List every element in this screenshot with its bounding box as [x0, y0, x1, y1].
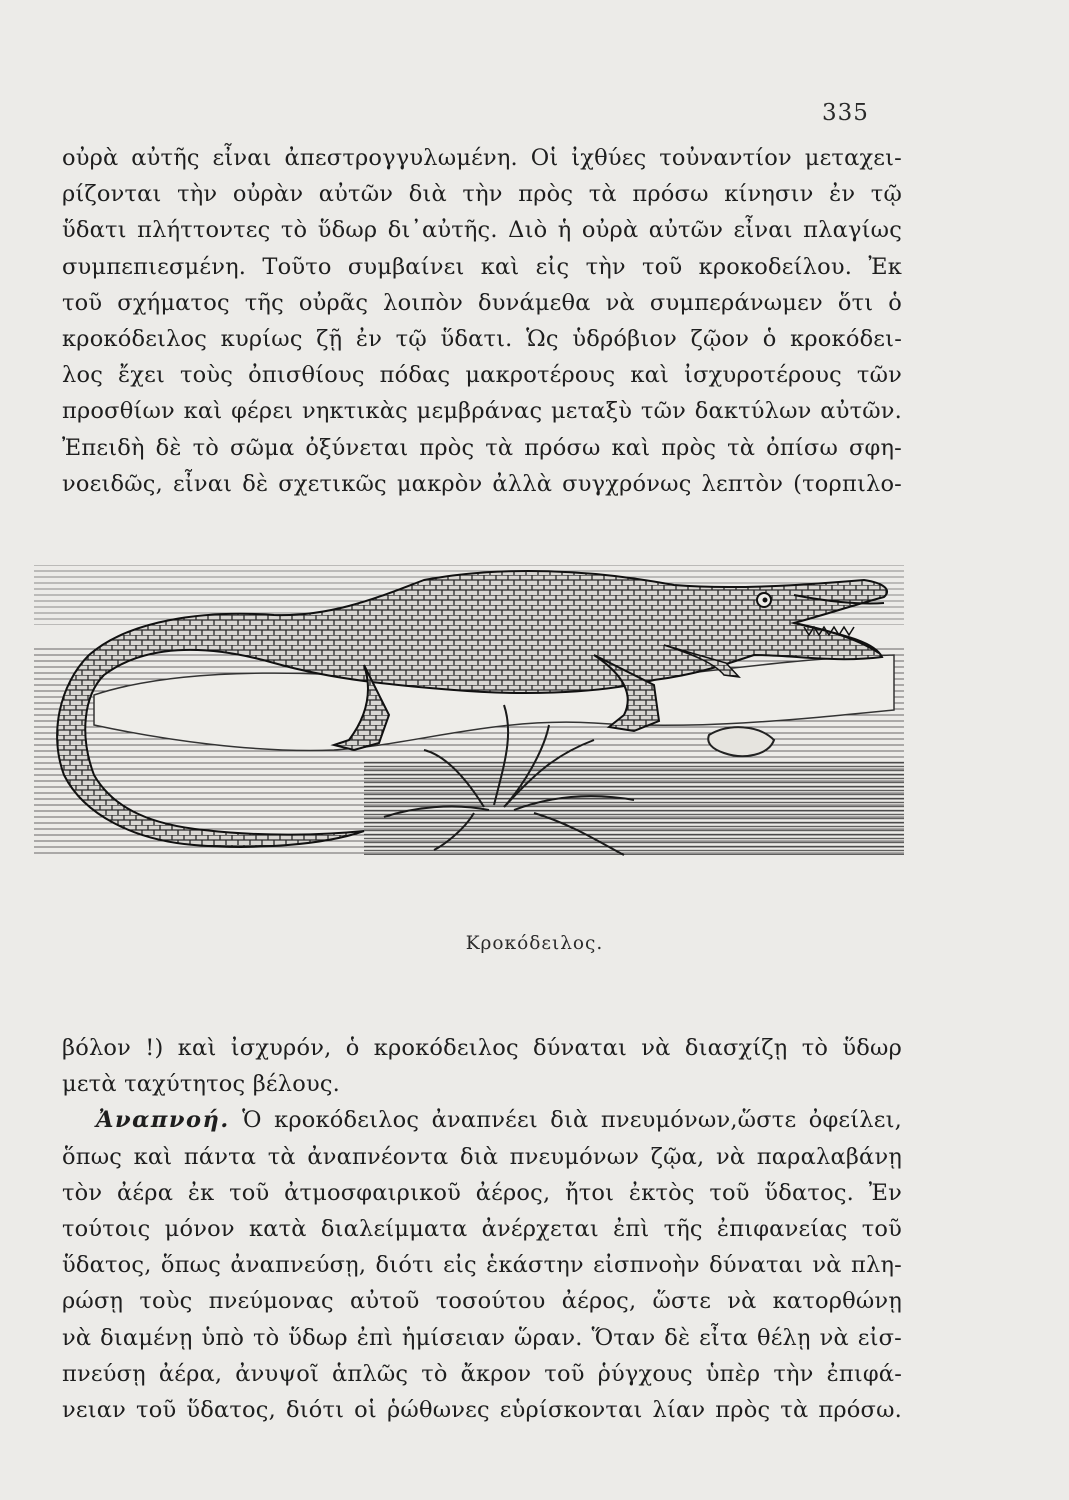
text-line: ὅπως καὶ πάντα τὰ ἀναπνέοντα διὰ πνευμόνων ζῷα, νὰ παραλαβάνῃ	[62, 1143, 902, 1170]
top-paragraph	[62, 140, 902, 502]
text-line: τὸν ἀέρα ἐκ τοῦ ἀτμοσφαιρικοῦ ἀέρος, ἤτοι ἐκτὸς τοῦ ὕδατος. Ἐν	[62, 1179, 902, 1206]
text-line: ὕδατι πλήττοντες τὸ ὕδωρ δι᾽αὐτῆς. Διὸ ἡ οὐρὰ αὐτῶν εἶναι πλαγίως	[62, 217, 902, 244]
bottom-paragraphs	[62, 1030, 902, 1428]
text-line: μετὰ ταχύτητος βέλους.	[62, 1071, 341, 1098]
text-line: Ἐπειδὴ δὲ τὸ σῶμα ὀξύνεται πρὸς τὰ πρόσω καὶ πρὸς τὰ ὀπίσω σφη-	[62, 434, 902, 461]
text-line: βόλον !) καὶ ἰσχυρόν, ὁ κροκόδειλος δύναται νὰ διασχίζῃ τὸ ὕδωρ	[62, 1035, 902, 1061]
text-line: νὰ διαμένῃ ὑπὸ τὸ ὕδωρ ἐπὶ ἡμίσειαν ὥραν. Ὅταν δὲ εἶτα θέλῃ νὰ εἰσ-	[62, 1324, 902, 1351]
crocodile-illustration	[34, 545, 904, 885]
text-line: προσθίων καὶ φέρει νηκτικὰς μεμβράνας μεταξὺ τῶν δακτύλων αὐτῶν.	[62, 398, 902, 425]
text-line: οὐρὰ αὐτῆς εἶναι ἀπεστρογγυλωμένη. Οἱ ἰχθύες τοὐναντίον μεταχει-	[62, 145, 902, 171]
text-line: κροκόδειλος κυρίως ζῇ ἐν τῷ ὕδατι. Ὡς ὑδρόβιον ζῷον ὁ κροκόδει-	[62, 326, 902, 353]
text-line: τούτοις μόνον κατὰ διαλείμματα ἀνέρχεται ἐπὶ τῆς ἐπιφανείας τοῦ	[62, 1216, 902, 1243]
page-number: 335	[822, 100, 869, 126]
text-line: ρώσῃ τοὺς πνεύμονας αὐτοῦ τοσούτου ἀέρος, ὥστε νὰ κατορθώνῃ	[62, 1288, 902, 1315]
text-line: λος ἔχει τοὺς ὀπισθίους πόδας μακροτέρους καὶ ἰσχυροτέρους τῶν	[62, 362, 902, 389]
text-line: νοειδῶς, εἶναι δὲ σχετικῶς μακρὸν ἀλλὰ συγχρόνως λεπτὸν (τορπιλο-	[62, 470, 902, 497]
section-heading-respiration: Ἀναπνοή.	[96, 1107, 230, 1134]
text-line: συμπεπιεσμένη. Τοῦτο συμβαίνει καὶ εἰς τὴν τοῦ κροκοδείλου. Ἐκ	[62, 253, 902, 280]
section-first-line	[62, 1102, 902, 1138]
text-line: νειαν τοῦ ὕδατος, διότι οἱ ῥώθωνες εὑρίσκονται λίαν πρὸς τὰ πρόσω.	[62, 1397, 902, 1424]
figure-caption: Κροκόδειλος.	[465, 933, 604, 954]
text-span: Ὁ κροκόδειλος ἀναπνέει διὰ πνευμόνων,ὥστε ὀφείλει,	[242, 1107, 902, 1134]
text-line: πνεύσῃ ἀέρα, ἀνυψοῖ ἁπλῶς τὸ ἄκρον τοῦ ῥύγχους ὑπὲρ τὴν ἐπιφά-	[62, 1360, 902, 1387]
text-line: τοῦ σχήματος τῆς οὐρᾶς λοιπὸν δυνάμεθα νὰ συμπεράνωμεν ὅτι ὁ	[62, 289, 902, 316]
text-line: ὕδατος, ὅπως ἀναπνεύσῃ, διότι εἰς ἑκάστην εἰσπνοὴν δύναται νὰ πλη-	[62, 1252, 902, 1279]
text-line: ρίζονται τὴν οὐρὰν αὐτῶν διὰ τὴν πρὸς τὰ πρόσω κίνησιν ἐν τῷ	[62, 181, 902, 208]
